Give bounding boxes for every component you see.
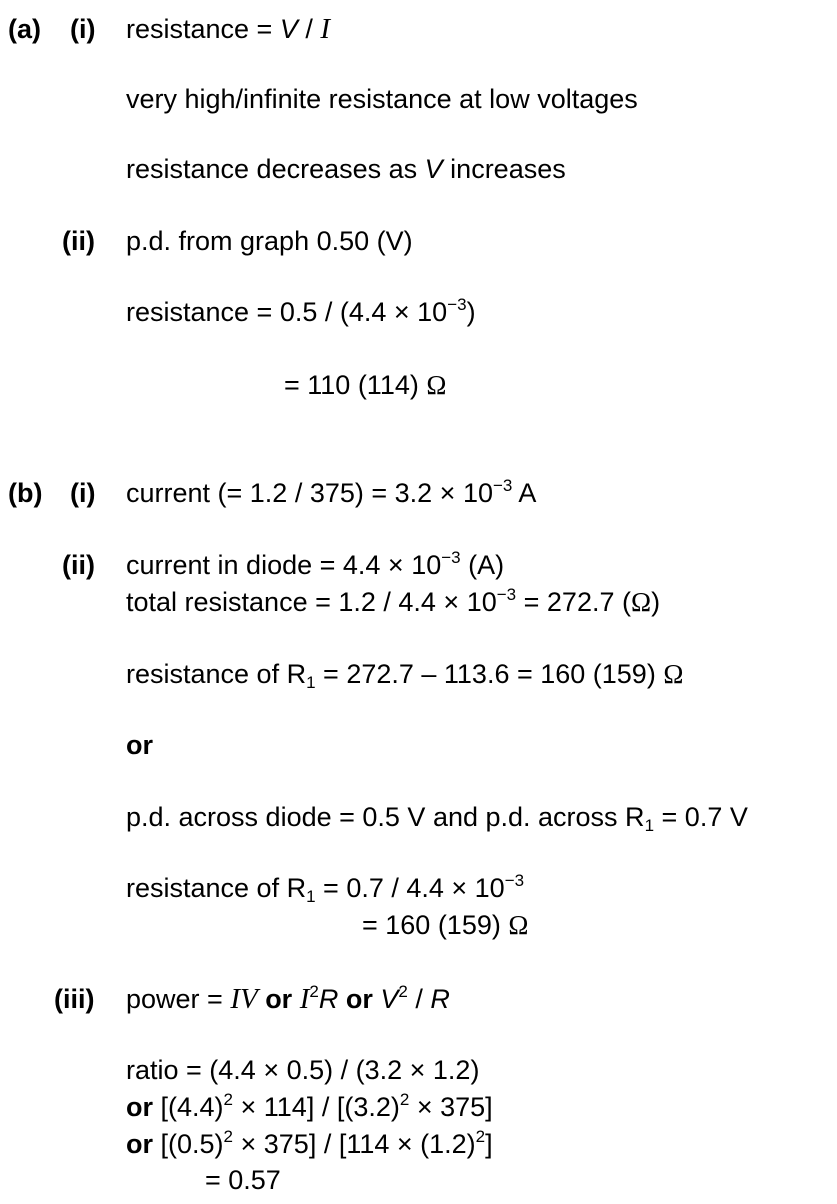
part-b-ii-label: (ii) <box>62 550 95 580</box>
b-ii-line3-sub: 1 <box>306 673 316 692</box>
b-ii-line2-exp: −3 <box>496 585 517 604</box>
a-i-line3-post: increases <box>442 154 566 184</box>
b-iii-ratio3-exp1: 2 <box>223 1127 233 1146</box>
b-ii-line5-sub: 1 <box>306 887 316 906</box>
a-i-line2: very high/infinite resistance at low voltages <box>126 84 638 114</box>
b-ii-line3-pre: resistance of R <box>126 659 307 689</box>
b-iii-ratio2 <box>126 1090 493 1128</box>
a-ii-line3 <box>284 368 446 402</box>
b-iii-result: = 0.57 <box>205 1165 281 1195</box>
b-iii-or3: or <box>126 1092 153 1122</box>
b-ii-line2-pre: total resistance = 1.2 / 4.4 × 10 <box>126 587 497 617</box>
b-ii-line1-exp: −3 <box>441 548 461 567</box>
b-iii-power <box>126 982 450 1020</box>
b-iii-power-I: I <box>299 983 310 1015</box>
part-a-label: (a) <box>8 14 41 44</box>
b-iii-power-V-exp: 2 <box>398 982 408 1001</box>
a-i-line3-pre: resistance decreases as <box>126 154 425 184</box>
b-iii-ratio2-b: × 114] / [(3.2) <box>233 1092 400 1122</box>
part-b-label: (b) <box>8 478 43 508</box>
b-ii-line6-unit: Ω <box>508 910 529 940</box>
b-i-line1-exp: −3 <box>492 476 513 495</box>
b-iii-ratio2-a: [(4.4) <box>153 1092 224 1122</box>
b-ii-line4 <box>126 800 748 838</box>
b-ii-or: or <box>126 730 153 760</box>
b-iii-power-slash: / <box>407 984 431 1014</box>
b-iii-ratio2-c: × 375] <box>409 1092 493 1122</box>
b-ii-line5-pre: resistance of R <box>126 873 307 903</box>
b-ii-line1 <box>126 548 504 586</box>
b-ii-line5-exp: −3 <box>504 871 525 890</box>
a-ii-line2-pre: resistance = 0.5 / (4.4 × 10 <box>126 297 448 327</box>
a-ii-line3-text: = 110 (114) <box>284 370 427 400</box>
b-i-line1-pre: current (= 1.2 / 375) = 3.2 × 10 <box>126 478 493 508</box>
b-ii-line3-unit: Ω <box>663 659 684 689</box>
a-ii-line2-exp: −3 <box>447 295 467 314</box>
b-iii-ratio3-c: ] <box>485 1129 493 1159</box>
a-i-line3-V: V <box>424 154 443 184</box>
b-ii-line6 <box>362 908 528 942</box>
b-ii-line2-unit: Ω <box>630 587 652 617</box>
b-iii-ratio2-exp1: 2 <box>223 1090 233 1109</box>
b-ii-line4-sub: 1 <box>644 816 655 835</box>
b-iii-power-R2: R <box>430 984 450 1014</box>
b-ii-line3-post: = 272.7 – 113.6 = 160 (159) <box>315 659 664 689</box>
part-a-i-label: (i) <box>70 14 96 44</box>
b-ii-line2-end: ) <box>651 587 661 617</box>
a-ii-line3-unit: Ω <box>426 370 447 400</box>
a-i-line1 <box>126 12 330 46</box>
part-b-i-label: (i) <box>70 478 96 508</box>
a-ii-line2 <box>126 295 476 333</box>
b-iii-power-IV: IV <box>230 983 258 1015</box>
b-iii-or1: or <box>257 984 300 1014</box>
a-ii-line2-post: ) <box>466 297 476 327</box>
a-i-line1-slash: / <box>297 14 321 44</box>
b-iii-ratio2-exp2: 2 <box>399 1090 410 1109</box>
a-i-line3 <box>126 152 566 186</box>
b-iii-or4: or <box>126 1129 153 1159</box>
b-iii-power-V: V <box>380 984 399 1014</box>
part-a-ii-label: (ii) <box>62 226 95 256</box>
b-iii-or2: or <box>338 984 381 1014</box>
b-ii-line5-post: = 0.7 / 4.4 × 10 <box>315 873 505 903</box>
b-iii-ratio1: ratio = (4.4 × 0.5) / (3.2 × 1.2) <box>126 1055 480 1085</box>
b-ii-line1-pre: current in diode = 4.4 × 10 <box>126 550 442 580</box>
part-b-iii-label: (iii) <box>54 984 95 1014</box>
b-iii-ratio3 <box>126 1127 493 1165</box>
b-ii-line4-post: = 0.7 V <box>654 802 748 832</box>
b-ii-line5 <box>126 871 524 909</box>
b-ii-line2 <box>126 585 660 623</box>
a-i-line1-I: I <box>320 13 331 45</box>
b-iii-power-pre: power = <box>126 984 231 1014</box>
a-ii-line1: p.d. from graph 0.50 (V) <box>126 226 413 256</box>
b-i-line1 <box>126 476 536 514</box>
b-iii-power-R: R <box>318 984 339 1014</box>
b-iii-power-I-exp: 2 <box>309 982 319 1001</box>
b-iii-ratio3-b: × 375] / [114 × (1.2) <box>233 1129 476 1159</box>
b-ii-line4-pre: p.d. across diode = 0.5 V and p.d. across R <box>126 802 645 832</box>
a-i-line1-V: V <box>279 14 298 44</box>
b-iii-ratio3-exp2: 2 <box>475 1127 486 1146</box>
b-ii-line2-post: = 272.7 ( <box>516 587 631 617</box>
a-i-line1-pre: resistance = <box>126 14 280 44</box>
b-ii-line1-post: (A) <box>460 550 505 580</box>
b-i-line1-post: A <box>512 478 537 508</box>
b-ii-line6-text: = 160 (159) <box>362 910 509 940</box>
b-iii-ratio3-a: [(0.5) <box>153 1129 224 1159</box>
b-ii-line3 <box>126 657 683 695</box>
